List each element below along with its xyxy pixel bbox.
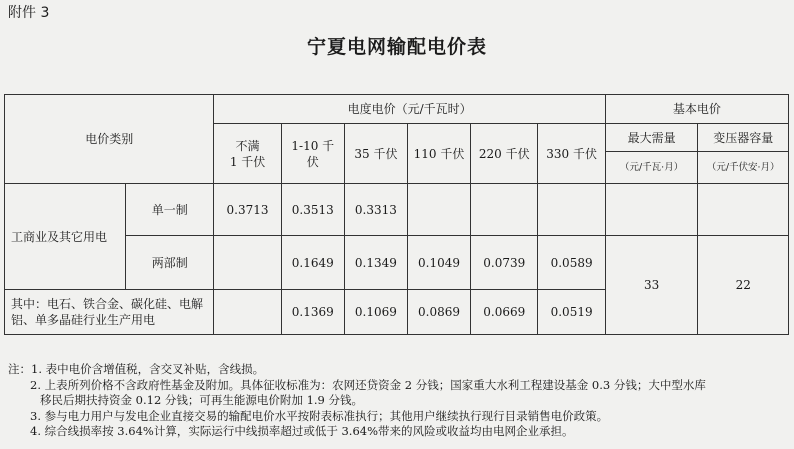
price-cell: 0.1649: [281, 236, 344, 290]
price-cell: [471, 184, 538, 236]
header-voltage: 35 千伏: [344, 124, 407, 184]
row-single-system: [5, 184, 789, 236]
tariff-table: [4, 94, 789, 335]
price-cell: [214, 290, 281, 335]
price-cell: 0.3713: [214, 184, 281, 236]
price-cell: 0.0519: [538, 290, 605, 335]
transformer-value: 22: [698, 236, 789, 335]
industrial-label: 工商业及其它用电: [5, 184, 126, 290]
header-voltage: 1-10 千 伏: [281, 124, 344, 184]
price-cell: [538, 184, 605, 236]
empty-cell: [698, 184, 789, 236]
max-demand-value: 33: [605, 236, 698, 335]
header-voltage: 不满 1 千伏: [214, 124, 281, 184]
header-voltage: 110 千伏: [407, 124, 470, 184]
header-energy-price: 电度电价（元/千瓦时）: [214, 95, 605, 124]
price-cell: 0.1369: [281, 290, 344, 335]
max-demand-unit: （元/千瓦·月）: [605, 152, 698, 184]
price-cell: 0.0739: [471, 236, 538, 290]
single-system-label: 单一制: [126, 184, 214, 236]
two-part-system-label: 两部制: [126, 236, 214, 290]
special-industry-label: 其中：电石、铁合金、碳化硅、电解铝、单多晶硅行业生产用电: [5, 290, 214, 335]
notes: [8, 362, 790, 440]
price-cell: 0.1049: [407, 236, 470, 290]
price-cell: 0.1069: [344, 290, 407, 335]
attachment-label: 附件 3: [8, 5, 50, 21]
header-voltage: 330 千伏: [538, 124, 605, 184]
header-category: 电价类别: [5, 95, 214, 184]
header-transformer-capacity: 变压器容量: [698, 124, 789, 152]
page-title: 宁夏电网输配电价表: [306, 36, 487, 58]
price-cell: [214, 236, 281, 290]
note-line: 2. 上表所列价格不含政府性基金及附加。具体征收标准为：农网还贷资金 2 分钱；国家重大水利工程建设基金 0.3 分钱；大中型水库: [30, 377, 706, 392]
note-line: 移民后期扶持资金 0.12 分钱；可再生能源电价附加 1.9 分钱。: [40, 393, 364, 408]
empty-cell: [605, 184, 698, 236]
header-max-demand: 最大需量: [605, 124, 698, 152]
price-cell: 0.3513: [281, 184, 344, 236]
price-cell: 0.3313: [344, 184, 407, 236]
price-cell: [407, 184, 470, 236]
header-basic-price: 基本电价: [605, 95, 788, 124]
price-cell: 0.0589: [538, 236, 605, 290]
note-line: 4. 综合线损率按 3.64%计算，实际运行中线损率超过或低于 3.64%带来的风险或收益均由电网企业承担。: [30, 424, 574, 439]
transformer-unit: （元/千伏安·月）: [698, 152, 789, 184]
note-line: 注：1. 表中电价含增值税，含交叉补贴，含线损。: [8, 362, 265, 376]
price-cell: 0.1349: [344, 236, 407, 290]
price-cell: 0.0669: [471, 290, 538, 335]
note-line: 3. 参与电力用户与发电企业直接交易的输配电价水平按附表标准执行；其他用户继续执行现行目录销售电价政策。: [30, 408, 609, 423]
header-voltage: 220 千伏: [471, 124, 538, 184]
price-cell: 0.0869: [407, 290, 470, 335]
